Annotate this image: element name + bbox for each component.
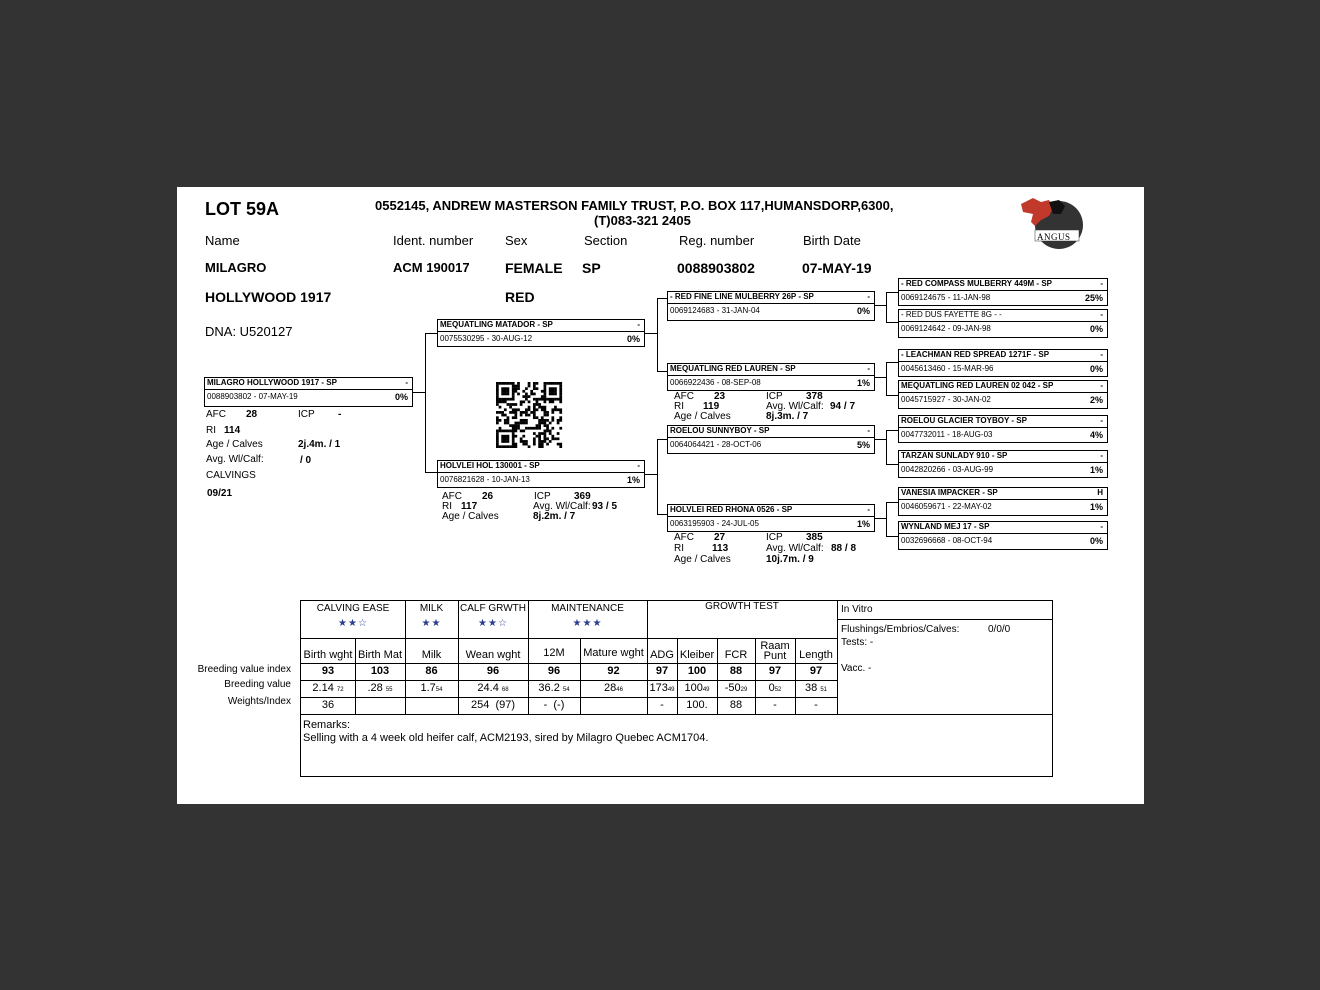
- milk-stars: ★★: [421, 618, 442, 629]
- gg3-name: - LEACHMAN RED SPREAD 1271F - SP: [901, 350, 1050, 359]
- bv-accuracy: 54: [435, 687, 443, 693]
- bv-milk: [405, 682, 458, 694]
- bv-kleiber: [677, 682, 717, 694]
- sire-dam-ri-label: RI: [674, 401, 684, 412]
- subject-ri: 114: [224, 425, 241, 436]
- dam-icp-label: ICP: [534, 491, 551, 502]
- col-12m: 12M: [543, 647, 565, 659]
- dam-icp: 369: [574, 491, 591, 502]
- subject-id: 0088903802 - 07-MAY-19: [207, 392, 298, 401]
- maintenance-stars: ★★★: [572, 618, 603, 629]
- dam-dam-avg: 88 / 8: [831, 543, 857, 554]
- dam-sire-id: 0064064421 - 28-OCT-06: [670, 440, 762, 449]
- gg6-name: TARZAN SUNLADY 910 - SP: [901, 451, 1008, 460]
- sire-sire-name: - RED FINE LINE MULBERRY 26P - SP: [670, 292, 814, 301]
- bv-accuracy: 29: [740, 687, 748, 693]
- animal-birth: 07-MAY-19: [802, 260, 872, 276]
- bv-accuracy: 55: [385, 687, 393, 693]
- gg3-pct: 0%: [1089, 364, 1103, 374]
- group-calf-growth: CALF GRWTH: [460, 603, 526, 614]
- gg4-name: MEQUATLING RED LAUREN 02 042 - SP: [901, 381, 1054, 390]
- label-sex: Sex: [505, 233, 528, 248]
- bv-12m: [528, 682, 580, 694]
- weight-adg: -: [660, 699, 664, 711]
- tests-label: Tests: -: [841, 637, 874, 648]
- row-label-weights: Weights/Index: [227, 696, 291, 707]
- dam-tag: -: [637, 461, 640, 470]
- dam-dam-ri-label: RI: [674, 543, 684, 554]
- dam-sire-name: ROELOU SUNNYBOY - SP: [670, 426, 770, 435]
- great-grandparent-3: [898, 349, 1108, 377]
- bv-accuracy: 51: [820, 687, 827, 693]
- gg1-id: 0069124675 - 11-JAN-98: [901, 293, 991, 302]
- dam-ri-label: RI: [442, 501, 452, 512]
- gg1-pct: 25%: [1084, 293, 1103, 303]
- bv-value: 38: [805, 682, 818, 694]
- col-wean-wght: Wean wght: [465, 649, 521, 661]
- group-calving-ease: CALVING EASE: [316, 603, 390, 614]
- bv-value: 173: [649, 682, 668, 694]
- sire-dam-pct: 1%: [856, 378, 870, 388]
- dam-sire-pct: 5%: [856, 440, 870, 450]
- subject-age-label: Age / Calves: [206, 439, 263, 450]
- gg7-tag: H: [1097, 488, 1103, 497]
- bv-value: 100: [684, 682, 703, 694]
- dam-name: HOLVLEI HOL 130001 - SP: [440, 461, 540, 470]
- bv-accuracy: 49: [667, 687, 675, 693]
- sire-dam-name: MEQUATLING RED LAUREN - SP: [670, 364, 796, 373]
- dam-avg-label: Avg. Wl/Calf:: [533, 501, 591, 512]
- dam-ri: 117: [461, 501, 478, 512]
- gg8-tag: -: [1100, 522, 1103, 531]
- dam-dam-icp: 385: [806, 532, 823, 543]
- gg5-tag: -: [1100, 416, 1103, 425]
- subject-box: [204, 377, 413, 407]
- bv-value: 28: [604, 682, 617, 694]
- dam-age-label: Age / Calves: [442, 511, 499, 522]
- gg8-pct: 0%: [1089, 536, 1103, 546]
- bv-wean-wght: [458, 682, 528, 694]
- subject-calvings-label: CALVINGS: [206, 470, 256, 481]
- breeding-values-table: [300, 600, 1053, 777]
- group-growth-test: GROWTH TEST: [705, 601, 779, 612]
- bv-value: -50: [724, 682, 741, 694]
- bv-adg: [647, 682, 677, 694]
- subject-afc: 28: [246, 409, 258, 420]
- weight-fcr: 88: [729, 699, 743, 711]
- sire-dam-ri: 119: [703, 401, 720, 412]
- great-grandparent-4: [898, 380, 1108, 409]
- weight-birth-wght: 36: [321, 699, 335, 711]
- dam-afc: 26: [482, 491, 494, 502]
- calf-growth-stars: ★★☆: [478, 618, 508, 629]
- bv-length: [795, 682, 837, 694]
- dam-dam-pct: 1%: [856, 519, 870, 529]
- weight-length: -: [814, 699, 818, 711]
- dam-dam-icp-label: ICP: [766, 532, 783, 543]
- remarks-label: Remarks:: [303, 719, 351, 731]
- dam-box: [437, 460, 645, 488]
- logo-text: ANGUS: [1037, 232, 1071, 242]
- bv-accuracy: 49: [702, 687, 710, 693]
- weight-raam-punt: -: [773, 699, 777, 711]
- bv-fcr: [717, 682, 755, 694]
- subject-ri-label: RI: [206, 425, 216, 436]
- index-fcr: 88: [729, 665, 743, 677]
- gg8-name: WYNLAND MEJ 17 - SP: [901, 522, 990, 531]
- bv-value: 1.7: [420, 682, 436, 694]
- sire-dam-avg-label: Avg. Wl/Calf:: [766, 401, 824, 412]
- dam-dam-afc-label: AFC: [674, 532, 694, 543]
- subject-tag: -: [405, 378, 408, 387]
- group-milk: MILK: [419, 603, 444, 614]
- subject-icp: -: [338, 409, 342, 420]
- gg3-tag: -: [1100, 350, 1103, 359]
- sire-box: [437, 319, 645, 347]
- gg5-id: 0047732011 - 18-AUG-03: [901, 430, 993, 439]
- index-birth-wght: 93: [321, 665, 335, 677]
- subject-age: 2j.4m. / 1: [298, 439, 341, 450]
- gg4-id: 0045715927 - 30-JAN-02: [901, 395, 991, 404]
- sire-dam-age-label: Age / Calves: [674, 411, 731, 422]
- weight-12m: - (-): [543, 699, 565, 711]
- animal-section: SP: [582, 260, 601, 276]
- col-kleiber: Kleiber: [679, 649, 715, 661]
- index-length: 97: [809, 665, 823, 677]
- gg4-pct: 2%: [1089, 395, 1103, 405]
- bv-value: 36.2: [538, 682, 560, 694]
- dam-afc-label: AFC: [442, 491, 462, 502]
- dam-avg: 93 / 5: [592, 501, 618, 512]
- bv-birth-wght: [301, 682, 355, 694]
- gg3-id: 0045613460 - 15-MAR-96: [901, 364, 994, 373]
- gg1-name: - RED COMPASS MULBERRY 449M - SP: [901, 279, 1052, 288]
- index-birth-mat: 103: [370, 665, 390, 677]
- row-label-bv: Breeding value: [224, 679, 291, 690]
- sire-dam-afc: 23: [714, 391, 726, 402]
- great-grandparent-2: [898, 309, 1108, 338]
- col-raam-punt: Raam Punt: [760, 640, 790, 662]
- sire-tag: -: [637, 320, 640, 329]
- bv-mature-wght: [580, 682, 647, 694]
- dam-dam-age: 10j.7m. / 9: [766, 554, 814, 565]
- animal-name-line1: MILAGRO: [205, 260, 267, 275]
- sire-dam-age: 8j.3m. / 7: [766, 411, 809, 422]
- great-grandparent-7: [898, 487, 1108, 516]
- animal-sex: FEMALE: [505, 260, 563, 276]
- great-grandparent-6: [898, 450, 1108, 478]
- bv-value: .28: [367, 682, 383, 694]
- gg8-id: 0032696668 - 08-OCT-94: [901, 536, 993, 545]
- sire-sire-pct: 0%: [856, 306, 870, 316]
- dam-sire-box: [667, 425, 875, 454]
- col-birth-mat: Birth Mat: [357, 649, 402, 661]
- animal-name-line2: HOLLYWOOD 1917: [205, 289, 332, 305]
- gg7-id: 0046059671 - 22-MAY-02: [901, 502, 992, 511]
- gg1-tag: -: [1100, 279, 1103, 288]
- gg2-name: - RED DUS FAYETTE 8G - -: [901, 310, 1002, 319]
- bv-value: 24.4: [477, 682, 499, 694]
- in-vitro-label: In Vitro: [841, 604, 873, 615]
- subject-avg: / 0: [300, 455, 312, 466]
- breeder-address: 0552145, ANDREW MASTERSON FAMILY TRUST, P.O. BOX 117,HUMANSDORP,6300,: [375, 198, 894, 213]
- index-12m: 96: [547, 665, 561, 677]
- sire-dam-avg: 94 / 7: [830, 401, 856, 412]
- gg6-pct: 1%: [1089, 465, 1103, 475]
- animal-color: RED: [505, 289, 535, 305]
- gg7-name: VANESIA IMPACKER - SP: [901, 488, 998, 497]
- label-birth: Birth Date: [803, 233, 861, 248]
- gg5-name: ROELOU GLACIER TOYBOY - SP: [901, 416, 1027, 425]
- breeder-phone: (T)083-321 2405: [594, 213, 691, 228]
- sire-dam-id: 0066922436 - 08-SEP-08: [670, 378, 761, 387]
- dam-dam-box: [667, 504, 875, 532]
- bv-birth-mat: [355, 682, 405, 694]
- calving-ease-stars: ★★☆: [338, 618, 368, 629]
- angus-logo: [1019, 192, 1085, 252]
- gg6-tag: -: [1100, 451, 1103, 460]
- animal-ident: ACM 190017: [393, 260, 470, 275]
- sire-name: MEQUATLING MATADOR - SP: [440, 320, 553, 329]
- dam-dam-age-label: Age / Calves: [674, 554, 731, 565]
- qr-code: [496, 382, 564, 448]
- dam-dam-afc: 27: [714, 532, 726, 543]
- row-label-index: Breeding value index: [197, 664, 291, 675]
- subject-pct: 0%: [394, 392, 408, 402]
- vacc-label: Vacc. -: [841, 663, 872, 674]
- bv-accuracy: 54: [562, 687, 570, 693]
- dam-sire-tag: -: [867, 426, 870, 435]
- group-maintenance: MAINTENANCE: [551, 603, 624, 614]
- subject-calvings: 09/21: [207, 488, 233, 499]
- sire-sire-box: [667, 291, 875, 321]
- gg2-pct: 0%: [1089, 324, 1103, 334]
- index-adg: 97: [655, 665, 669, 677]
- subject-avg-label: Avg. Wl/Calf:: [206, 454, 264, 465]
- sire-dam-afc-label: AFC: [674, 391, 694, 402]
- flushings-value: 0/0/0: [988, 624, 1011, 635]
- bv-value: 2.14: [312, 682, 334, 694]
- col-fcr: FCR: [724, 649, 748, 661]
- sire-dam-box: [667, 363, 875, 391]
- subject-icp-label: ICP: [298, 409, 315, 420]
- gg2-id: 0069124642 - 09-JAN-98: [901, 324, 991, 333]
- label-name: Name: [205, 233, 240, 248]
- index-kleiber: 100: [687, 665, 707, 677]
- sire-dam-tag: -: [867, 364, 870, 373]
- col-length: Length: [799, 649, 833, 661]
- gg2-tag: -: [1100, 310, 1103, 319]
- gg7-pct: 1%: [1089, 502, 1103, 512]
- sire-pct: 0%: [626, 334, 640, 344]
- dam-id: 0076821628 - 10-JAN-13: [440, 475, 530, 484]
- dam-dam-avg-label: Avg. Wl/Calf:: [766, 543, 824, 554]
- gg4-tag: -: [1100, 381, 1103, 390]
- great-grandparent-1: [898, 278, 1108, 306]
- gg5-pct: 4%: [1089, 430, 1103, 440]
- weight-wean-wght: 254 (97): [470, 699, 516, 711]
- label-reg: Reg. number: [679, 233, 755, 248]
- remarks-text: Selling with a 4 week old heifer calf, ACM2193, sired by Milagro Quebec ACM1704.: [303, 732, 709, 744]
- lot-number: LOT 59A: [205, 199, 280, 219]
- animal-reg: 0088903802: [677, 260, 755, 276]
- sire-id: 0075530295 - 30-AUG-12: [440, 334, 533, 343]
- sire-dam-icp: 378: [806, 391, 823, 402]
- label-section: Section: [584, 233, 628, 248]
- dam-dam-ri: 113: [712, 543, 729, 554]
- great-grandparent-5: [898, 415, 1108, 443]
- weight-kleiber: 100.: [686, 699, 708, 711]
- dam-dam-tag: -: [867, 505, 870, 514]
- index-milk: 86: [425, 665, 438, 677]
- animal-dna: DNA: U520127: [205, 324, 293, 339]
- col-mature-wght: Mature wght: [583, 647, 644, 659]
- col-milk: Milk: [421, 649, 442, 661]
- bv-accuracy: 68: [501, 687, 509, 693]
- bv-accuracy: 46: [616, 687, 623, 693]
- dam-dam-id: 0063195903 - 24-JUL-05: [670, 519, 759, 528]
- bv-accuracy: 72: [336, 687, 344, 693]
- dam-dam-name: HOLVLEI RED RHONA 0526 - SP: [670, 505, 793, 514]
- subject-afc-label: AFC: [206, 409, 226, 420]
- bv-raam-punt: [755, 682, 795, 694]
- col-birth-wght: Birth wght: [303, 649, 353, 661]
- sire-dam-icp-label: ICP: [766, 391, 783, 402]
- dam-pct: 1%: [626, 475, 640, 485]
- label-ident: Ident. number: [393, 233, 474, 248]
- index-mature-wght: 92: [607, 665, 620, 677]
- bv-value: 0: [768, 682, 775, 694]
- col-adg: ADG: [650, 649, 674, 661]
- great-grandparent-8: [898, 521, 1108, 550]
- dam-age: 8j.2m. / 7: [533, 511, 576, 522]
- sire-sire-tag: -: [867, 292, 870, 301]
- index-raam-punt: 97: [768, 665, 782, 677]
- sire-sire-id: 0069124683 - 31-JAN-04: [670, 306, 760, 315]
- bv-accuracy: 52: [774, 687, 782, 693]
- gg6-id: 0042820266 - 03-AUG-99: [901, 465, 994, 474]
- flushings-label: Flushings/Embrios/Calves:: [841, 624, 960, 635]
- pedigree-document: [177, 187, 1144, 804]
- subject-name: MILAGRO HOLLYWOOD 1917 - SP: [207, 378, 337, 387]
- index-wean-wght: 96: [486, 665, 500, 677]
